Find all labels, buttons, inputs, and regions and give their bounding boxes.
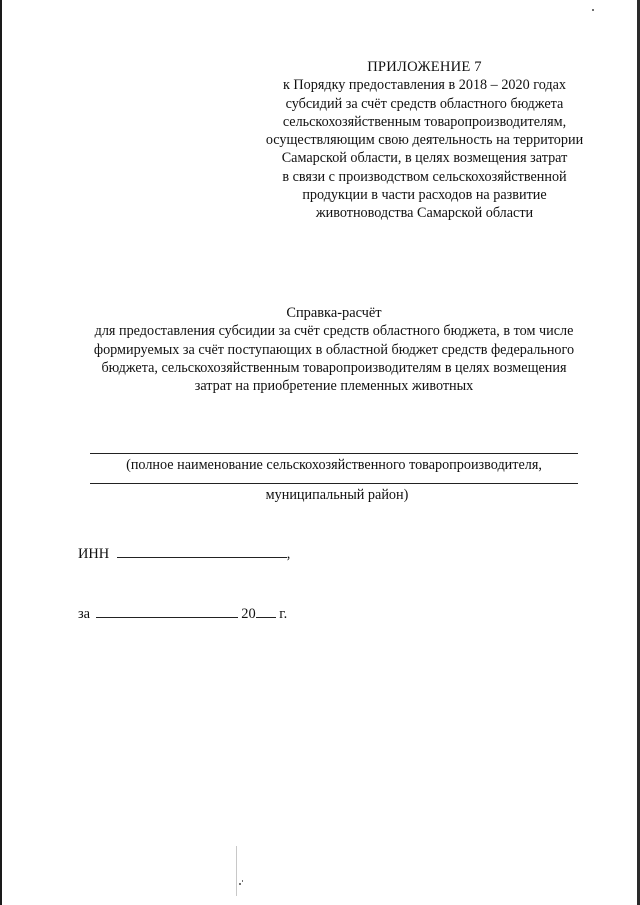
appendix-line: в связи с производством сельскохозяйственной bbox=[282, 168, 567, 185]
year-blank[interactable] bbox=[256, 604, 276, 618]
appendix-line: Самарской области, в целях возмещения затрат bbox=[281, 150, 568, 167]
inn-field bbox=[78, 544, 290, 563]
period-prefix: за bbox=[78, 606, 91, 622]
district-caption: муниципальный район) bbox=[265, 487, 409, 503]
appendix-header bbox=[262, 58, 587, 223]
heading-line: затрат на приобретение племенных животных bbox=[194, 378, 474, 395]
document-title: Справка-расчёт bbox=[286, 305, 382, 321]
appendix-line: субсидий за счёт средств областного бюджета bbox=[285, 95, 564, 112]
producer-name-field bbox=[90, 453, 578, 504]
heading-line: бюджета, сельскохозяйственным товаропроизводителям в целях возмещения bbox=[101, 359, 567, 376]
scan-speck bbox=[592, 9, 594, 11]
scan-mark bbox=[236, 846, 237, 896]
producer-name-blank[interactable] bbox=[90, 453, 578, 454]
scan-edge-left bbox=[0, 0, 2, 905]
year-suffix: г. bbox=[279, 606, 288, 622]
document-heading bbox=[60, 304, 608, 395]
appendix-line: к Порядку предоставления в 2018 – 2020 годах bbox=[282, 77, 566, 94]
scan-speck bbox=[239, 883, 241, 885]
scan-speck bbox=[242, 880, 243, 882]
appendix-line: сельскохозяйственным товаропроизводителям, bbox=[282, 113, 567, 130]
producer-name-caption: (полное наименование сельскохозяйственного товаропроизводителя, bbox=[126, 457, 542, 473]
year-prefix: 20 bbox=[241, 606, 256, 622]
inn-blank[interactable] bbox=[117, 544, 287, 558]
inn-label: ИНН bbox=[78, 546, 110, 562]
appendix-title: ПРИЛОЖЕНИЕ 7 bbox=[367, 59, 482, 75]
appendix-line: животноводства Самарской области bbox=[315, 205, 534, 222]
heading-line: формируемых за счёт поступающих в областной бюджет средств федерального bbox=[93, 341, 575, 358]
heading-line: для предоставления субсидии за счёт средств областного бюджета, в том числе bbox=[94, 323, 574, 340]
district-blank[interactable] bbox=[90, 483, 578, 484]
period-field bbox=[78, 604, 287, 623]
period-blank[interactable] bbox=[96, 604, 238, 618]
appendix-line: продукции в части расходов на развитие bbox=[302, 187, 547, 204]
appendix-line: осуществляющим свою деятельность на территории bbox=[265, 132, 584, 149]
inn-comma: , bbox=[286, 546, 291, 562]
